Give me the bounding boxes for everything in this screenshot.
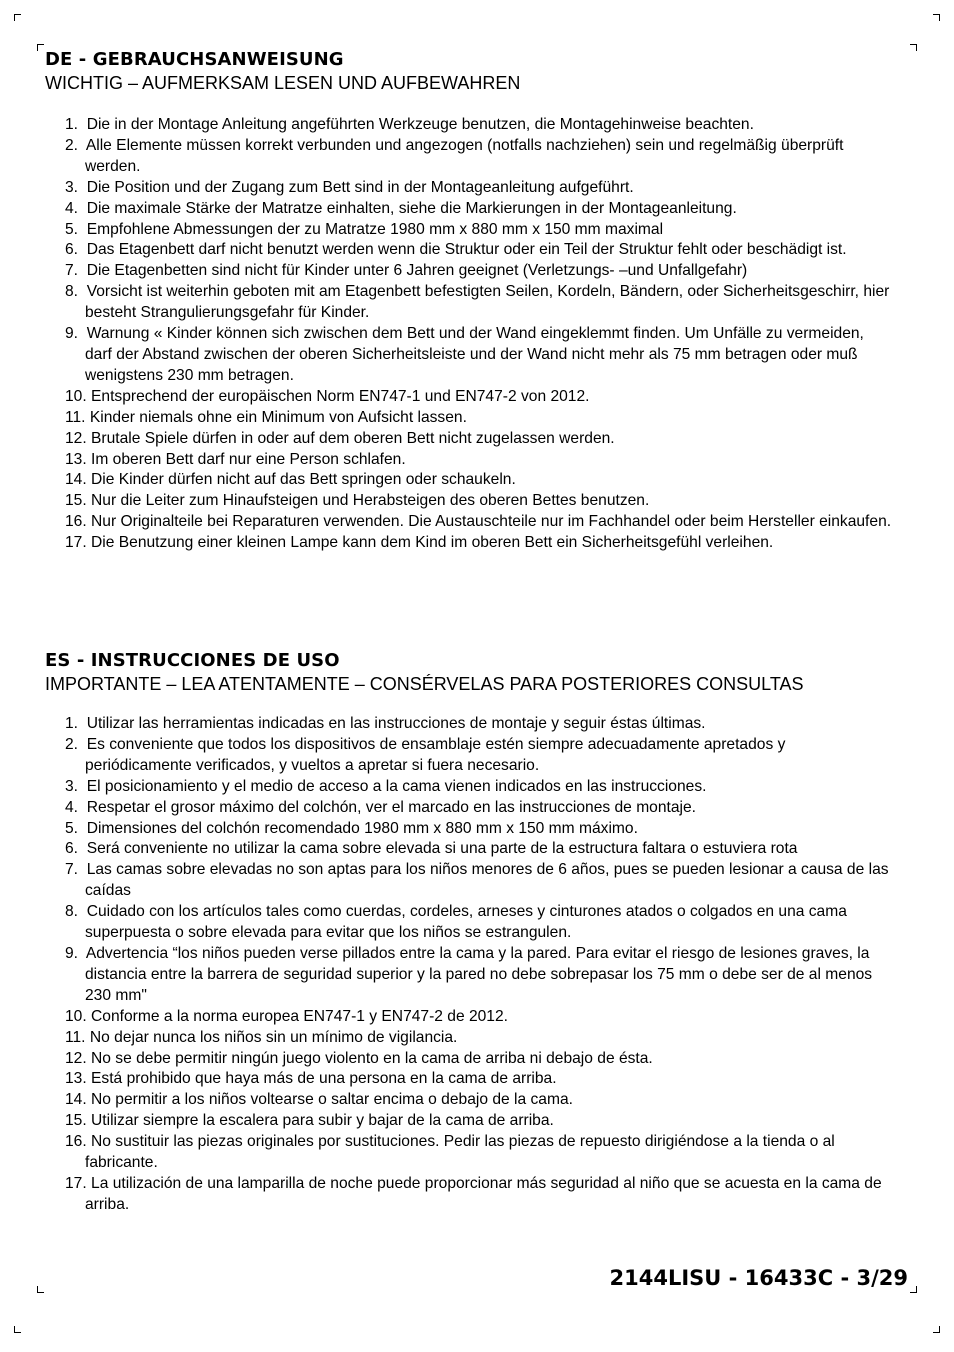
section-de <box>45 49 895 554</box>
list-item <box>45 735 895 777</box>
list-item <box>45 860 895 902</box>
section-es <box>45 650 895 1216</box>
crop-mark-inner-bottom-left <box>37 1286 44 1293</box>
list-item-number: 7. <box>65 262 79 280</box>
list-item-number: 16. <box>65 1133 87 1151</box>
list-item-text: No se debe permitir ningún juego violento en la cama de arriba ni debajo de ésta. <box>91 1049 653 1067</box>
list-item-number: 3. <box>65 178 79 196</box>
list-item <box>45 470 895 491</box>
list-item-text: Warnung « Kinder können sich zwischen dem Bett und der Wand eingeklemmt finden. Um Unfälle zu vermeiden, darf der Abstand zwischen der oberen Sicherheitsleiste und der Wand nicht mehr als 75 mm betragen oder muß wenigstens 230 mm betragen. <box>85 325 864 384</box>
list-item-number: 5. <box>65 220 79 238</box>
list-item-number: 14. <box>65 471 87 489</box>
list-item-number: 9. <box>65 944 79 962</box>
list-item <box>45 282 895 324</box>
list-item <box>45 1090 895 1111</box>
list-item <box>45 819 895 840</box>
list-item-number: 6. <box>65 840 79 858</box>
list-item <box>45 387 895 408</box>
list-item-text: Die Kinder dürfen nicht auf das Bett springen oder schaukeln. <box>91 471 516 489</box>
list-item-text: Respetar el grosor máximo del colchón, ver el marcado en las instrucciones de montaje. <box>86 798 697 816</box>
list-item-number: 15. <box>65 1112 87 1130</box>
section-subtitle-es: IMPORTANTE – LEA ATENTAMENTE – CONSÉRVELAS PARA POSTERIORES CONSULTAS <box>45 674 804 694</box>
list-item <box>45 1007 895 1028</box>
crop-mark-inner-top-right <box>910 44 917 51</box>
list-item-number: 15. <box>65 492 87 510</box>
list-item-text: Die Etagenbetten sind nicht für Kinder unter 6 Jahren geeignet (Verletzungs- –und Unfallgefahr) <box>86 262 748 280</box>
list-item-text: Conforme a la norma europea EN747-1 y EN747-2 de 2012. <box>91 1007 508 1025</box>
list-item <box>45 324 895 387</box>
list-item <box>45 902 895 944</box>
list-item <box>45 136 895 178</box>
list-item-number: 6. <box>65 241 79 259</box>
list-item-number: 13. <box>65 1070 87 1088</box>
list-item-text: Las camas sobre elevadas no son aptas para los niños menores de 6 años, pues se pueden lesionar a causa de las caídas <box>85 861 889 900</box>
list-item-number: 11. <box>65 1028 86 1046</box>
crop-mark-bottom-left <box>14 1326 21 1333</box>
list-item-number: 4. <box>65 199 79 217</box>
list-item-text: Utilizar siempre la escalera para subir y bajar de la cama de arriba. <box>91 1112 554 1130</box>
list-item <box>45 115 895 136</box>
list-item-number: 16. <box>65 513 87 531</box>
list-item-number: 3. <box>65 777 79 795</box>
list-item-text: Alle Elemente müssen korrekt verbunden und angezogen (notfalls nachziehen) sein und regelmäßig überprüft werden. <box>85 136 844 175</box>
list-item-number: 13. <box>65 450 87 468</box>
list-item <box>45 798 895 819</box>
list-item-number: 1. <box>65 715 79 732</box>
list-item <box>45 714 895 735</box>
section-title-de: DE - GEBRAUCHSANWEISUNG <box>45 49 344 70</box>
list-item-text: Nur die Leiter zum Hinaufsteigen und Herabsteigen des oberen Bettes benutzen. <box>91 492 650 510</box>
list-item <box>45 450 895 471</box>
list-item-number: 10. <box>65 1007 87 1025</box>
list-item <box>45 777 895 798</box>
list-item <box>45 839 895 860</box>
list-item-number: 17. <box>65 534 87 552</box>
list-item-number: 14. <box>65 1091 87 1109</box>
list-item-text: Die maximale Stärke der Matratze einhalten, siehe die Markierungen in der Montageanleitung. <box>86 199 737 217</box>
instruction-list-es <box>45 714 895 1216</box>
page-reference: 2144LISU - 16433C - 3/29 <box>609 1266 908 1290</box>
list-item-number: 9. <box>65 325 79 343</box>
list-item-number: 10. <box>65 387 87 405</box>
list-item <box>45 944 895 1007</box>
list-item-number: 2. <box>65 136 79 154</box>
list-item <box>45 261 895 282</box>
section-subtitle-de: WICHTIG – AUFMERKSAM LESEN UND AUFBEWAHREN <box>45 73 521 93</box>
list-item <box>45 1111 895 1132</box>
instruction-list-de <box>45 115 895 554</box>
list-item <box>45 240 895 261</box>
list-item <box>45 491 895 512</box>
list-item-text: Vorsicht ist weiterhin geboten mit am Etagenbett befestigten Seilen, Kordeln, Bändern, oder Sicherheitsgeschirr, hier besteht Strangulierungsgefahr für Kinder. <box>85 283 890 322</box>
list-item <box>45 1028 895 1049</box>
list-item-number: 2. <box>65 735 79 753</box>
list-item <box>45 199 895 220</box>
list-item-text: Dimensiones del colchón recomendado 1980 mm x 880 mm x 150 mm máximo. <box>86 819 638 837</box>
list-item-number: 12. <box>65 1049 87 1067</box>
list-item-text: Im oberen Bett darf nur eine Person schlafen. <box>91 450 406 468</box>
list-item-number: 8. <box>65 283 79 301</box>
list-item-number: 7. <box>65 861 79 879</box>
list-item <box>45 408 895 429</box>
list-item-text: Será conveniente no utilizar la cama sobre elevada si una parte de la estructura faltara o estuviera rota <box>86 840 798 858</box>
list-item-text: Nur Originalteile bei Reparaturen verwenden. Die Austauschteile nur im Fachhandel oder beim Hersteller einkaufen. <box>91 513 892 531</box>
list-item-text: Kinder niemals ohne ein Minimum von Aufsicht lassen. <box>89 408 467 426</box>
list-item-text: Brutale Spiele dürfen in oder auf dem oberen Bett nicht zugelassen werden. <box>91 429 615 447</box>
list-item-text: No sustituir las piezas originales por sustituciones. Pedir las piezas de repuesto dirigiéndose a la tienda o al fabricante. <box>85 1133 835 1172</box>
list-item-text: Entsprechend der europäischen Norm EN747-1 und EN747-2 von 2012. <box>91 387 590 405</box>
list-item-text: Está prohibido que haya más de una persona en la cama de arriba. <box>91 1070 557 1088</box>
list-item <box>45 220 895 241</box>
list-item-text: Das Etagenbett darf nicht benutzt werden wenn die Struktur oder ein Teil der Struktur fehlt oder beschädigt ist. <box>86 241 847 259</box>
list-item <box>45 178 895 199</box>
list-item <box>45 533 895 554</box>
list-item-text: Es conveniente que todos los dispositivos de ensamblaje estén siempre adecuadamente apretados y periódicamente verificados, y vueltos a apretar si fuera necesario. <box>85 735 786 774</box>
list-item-number: 1. <box>65 116 79 133</box>
list-item-text: Cuidado con los artículos tales como cuerdas, cordeles, arneses y cinturones atados o colgados en una cama superpuesta o sobre elevada para evitar que los niños se estrangulen. <box>85 903 847 942</box>
list-item-number: 5. <box>65 819 79 837</box>
list-item <box>45 1174 895 1216</box>
section-title-es: ES - INSTRUCCIONES DE USO <box>45 650 340 671</box>
list-item-number: 11. <box>65 408 86 426</box>
crop-mark-top-left <box>14 14 21 21</box>
list-item-number: 12. <box>65 429 87 447</box>
list-item-text: Empfohlene Abmessungen der zu Matratze 1980 mm x 880 mm x 150 mm maximal <box>86 220 664 238</box>
list-item-text: Die Position und der Zugang zum Bett sind in der Montageanleitung aufgeführt. <box>86 178 634 196</box>
list-item <box>45 512 895 533</box>
list-item-number: 4. <box>65 798 79 816</box>
list-item-text: Utilizar las herramientas indicadas en las instrucciones de montaje y seguir éstas últimas. <box>86 715 706 732</box>
list-item-text: No dejar nunca los niños sin un mínimo de vigilancia. <box>89 1028 458 1046</box>
crop-mark-bottom-right <box>933 1326 940 1333</box>
crop-mark-inner-bottom-right <box>910 1286 917 1293</box>
list-item <box>45 1049 895 1070</box>
list-item <box>45 1069 895 1090</box>
crop-mark-top-right <box>933 14 940 21</box>
list-item <box>45 1132 895 1174</box>
list-item-text: Die in der Montage Anleitung angeführten Werkzeuge benutzen, die Montagehinweise beachten. <box>86 116 754 133</box>
list-item-number: 17. <box>65 1174 87 1192</box>
list-item-text: Advertencia “los niños pueden verse pillados entre la cama y la pared. Para evitar el riesgo de lesiones graves, la distancia entre la barrera de seguridad superior y la pared no debe sobrepasar los 75 mm o debe ser de al menos 230 mm" <box>85 944 873 1004</box>
crop-mark-inner-top-left <box>37 44 44 51</box>
list-item-text: Die Benutzung einer kleinen Lampe kann dem Kind im oberen Bett ein Sicherheitsgefühl verleihen. <box>91 534 774 552</box>
list-item-text: El posicionamiento y el medio de acceso a la cama vienen indicados en las instrucciones. <box>86 777 707 795</box>
list-item-text: No permitir a los niños voltearse o saltar encima o debajo de la cama. <box>91 1091 573 1109</box>
list-item-text: La utilización de una lamparilla de noche puede proporcionar más seguridad al niño que se acuesta en la cama de arriba. <box>85 1174 882 1213</box>
list-item-number: 8. <box>65 903 79 921</box>
list-item <box>45 429 895 450</box>
